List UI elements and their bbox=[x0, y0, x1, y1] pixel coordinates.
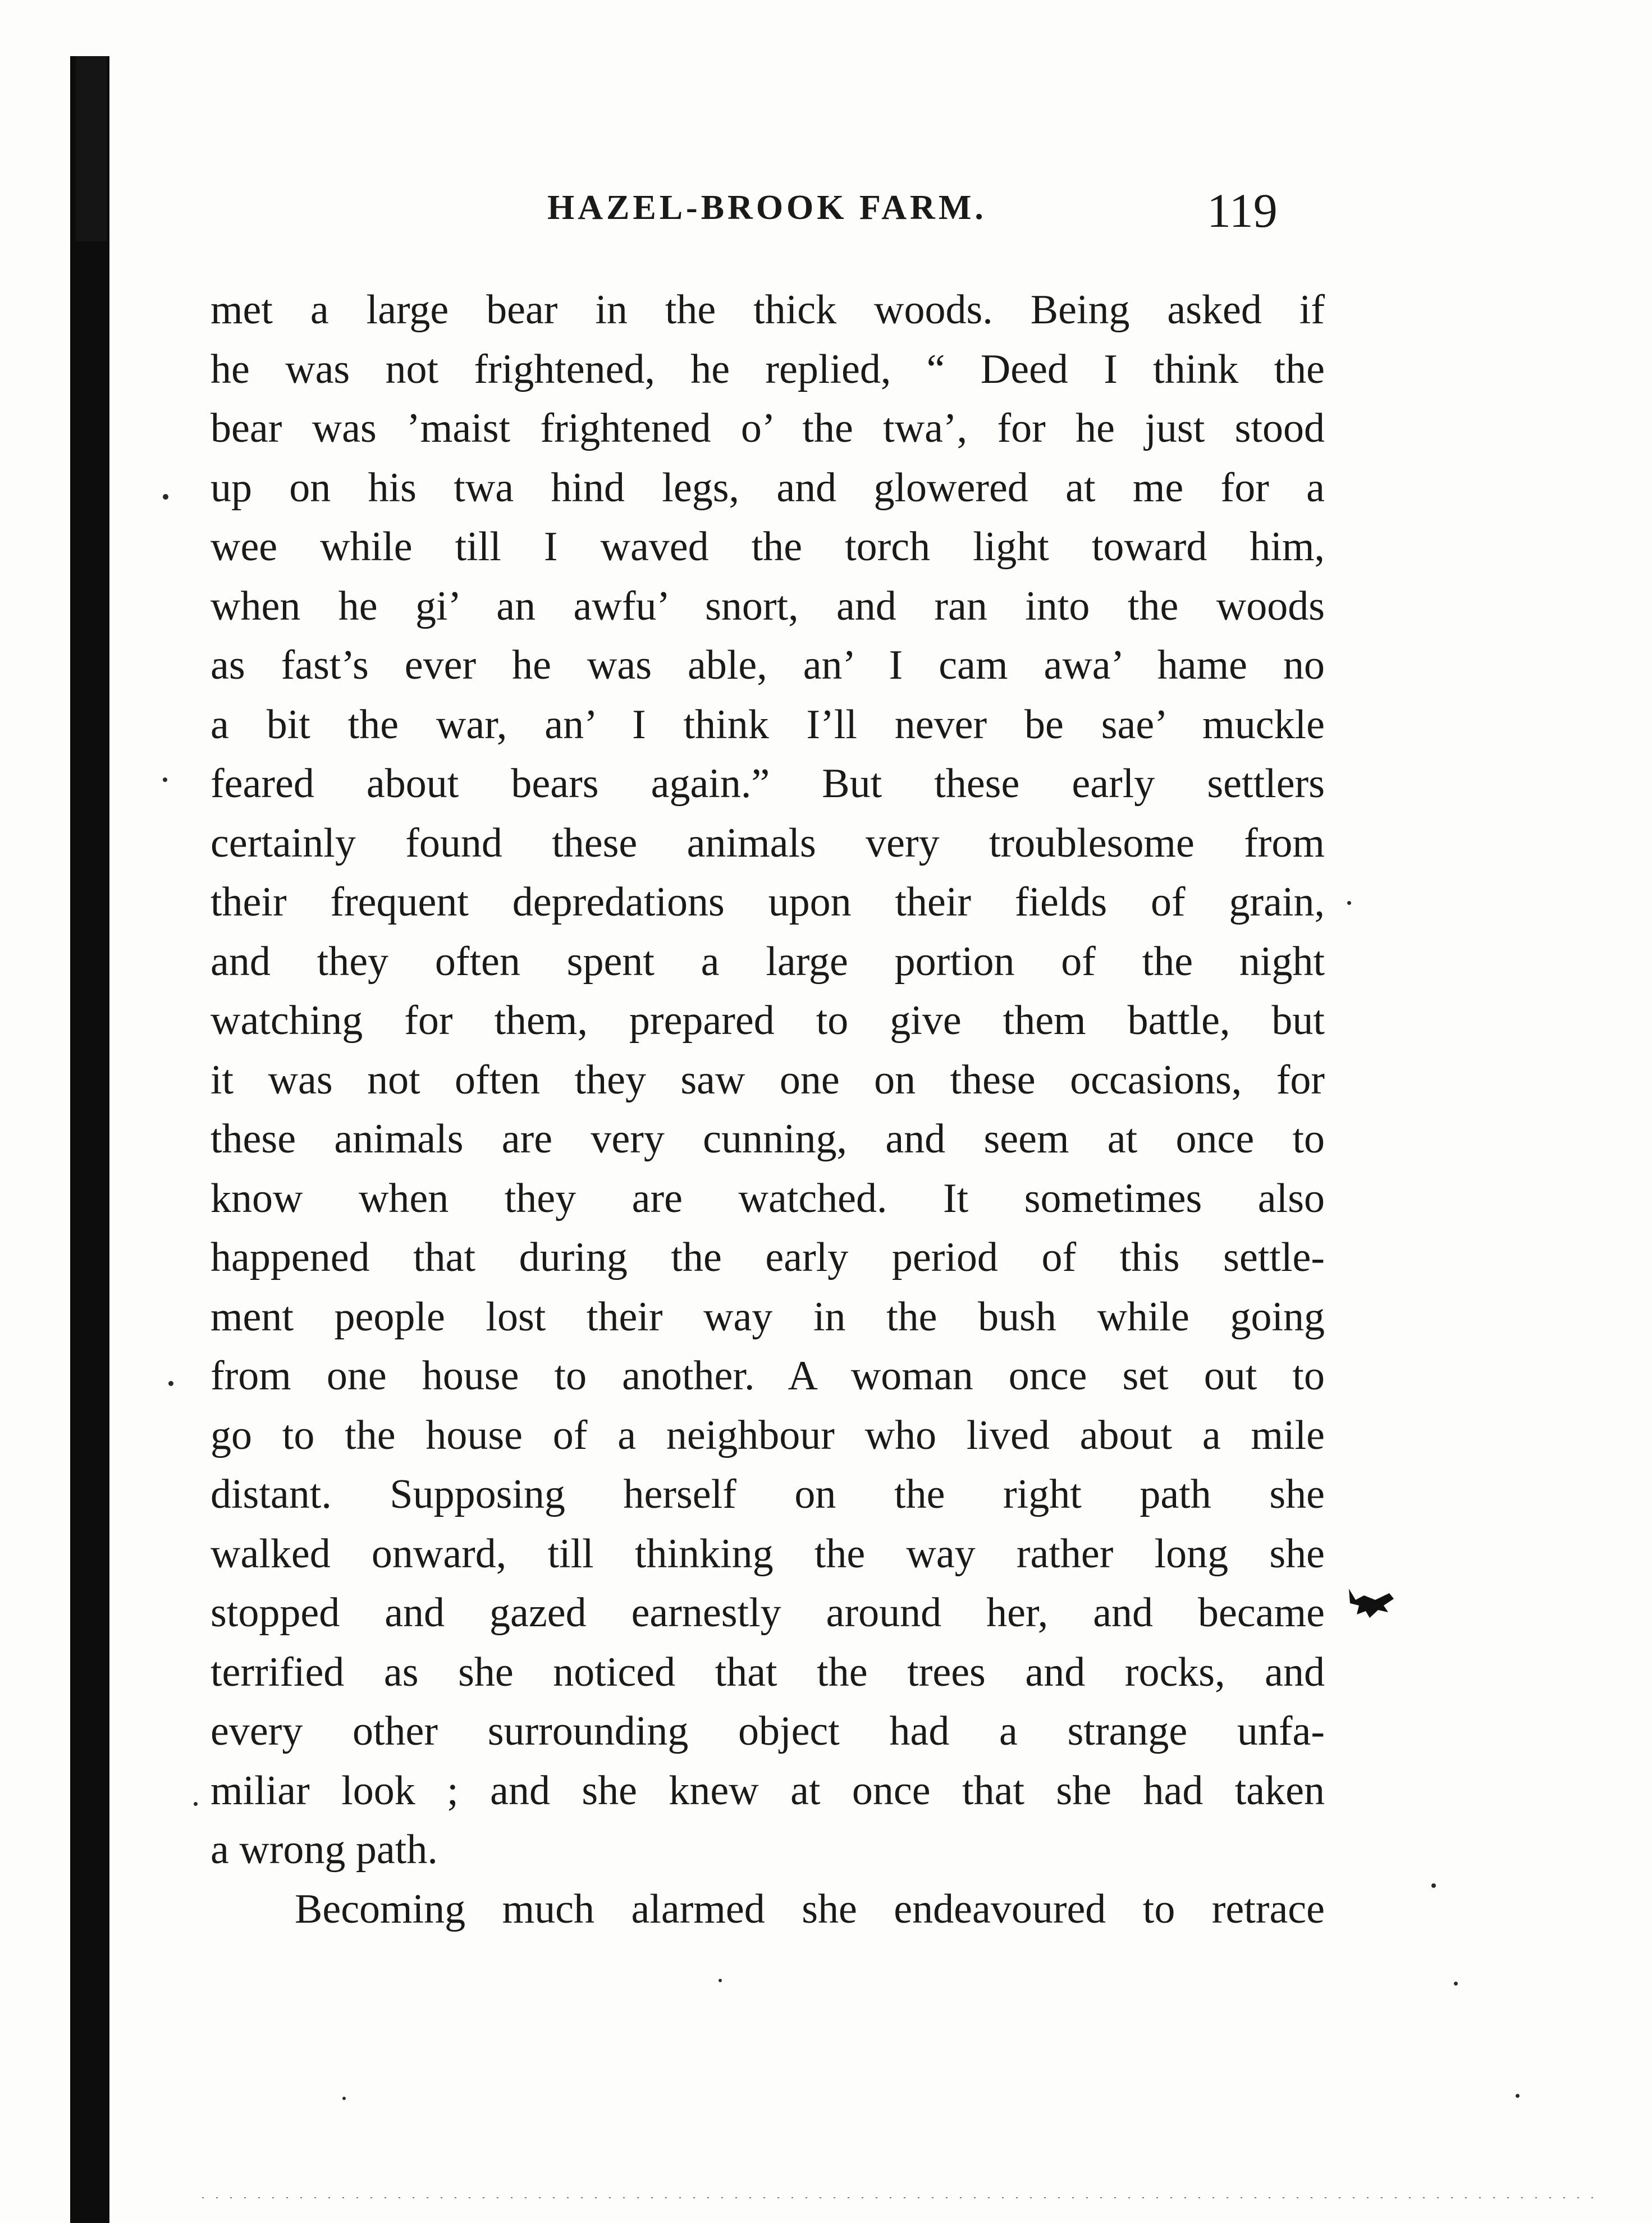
text-line: ment people lost their way in the bush while going bbox=[210, 1293, 1325, 1340]
text-line: bear was ’maist frightened o’ the twa’, for he just stood bbox=[210, 405, 1325, 451]
ink-blot-icon bbox=[1344, 1583, 1398, 1625]
text-line: happened that during the early period of this settle- bbox=[210, 1234, 1325, 1280]
text-line: stopped and gazed earnestly around her, and became bbox=[210, 1590, 1325, 1636]
text-line: a bit the war, an’ I think I’ll never be sae’ muckle bbox=[210, 701, 1325, 748]
paragraph-first-line: Becoming much alarmed she endeavoured to retrace bbox=[295, 1886, 1325, 1932]
text-line: a wrong path. bbox=[210, 1827, 438, 1873]
text-line: walked onward, till thinking the way rather long she bbox=[210, 1530, 1325, 1577]
binding-shadow bbox=[70, 56, 109, 2223]
text-line: it was not often they saw one on these occasions, for bbox=[210, 1056, 1325, 1103]
text-line: watching for them, prepared to give them battle, but bbox=[210, 998, 1325, 1044]
text-line: their frequent depredations upon their fields of grain, bbox=[210, 879, 1325, 925]
text-line: certainly found these animals very troublesome from bbox=[210, 820, 1325, 866]
text-line: feared about bears again.” But these early settlers bbox=[210, 761, 1325, 807]
text-line: wee while till I waved the torch light toward him, bbox=[210, 524, 1325, 570]
text-line: when he gi’ an awfu’ snort, and ran into the woods bbox=[210, 583, 1325, 629]
body-text bbox=[210, 281, 1325, 1939]
running-head bbox=[0, 182, 1652, 244]
text-line: miliar look ; and she knew at once that she had taken bbox=[210, 1767, 1325, 1814]
text-line: met a large bear in the thick woods. Being asked if bbox=[210, 287, 1325, 333]
text-line: and they often spent a large portion of the night bbox=[210, 938, 1325, 985]
text-line: he was not frightened, he replied, “ Deed I think the bbox=[210, 346, 1325, 392]
text-line: every other surrounding object had a strange unfa- bbox=[210, 1708, 1325, 1754]
text-line: up on his twa hind legs, and glowered at me for a bbox=[210, 464, 1325, 511]
text-line: from one house to another. A woman once set out to bbox=[210, 1353, 1325, 1399]
scan-noise bbox=[202, 2192, 1605, 2203]
page-number: 119 bbox=[1207, 184, 1278, 237]
text-line: go to the house of a neighbour who lived about a mile bbox=[210, 1412, 1325, 1458]
text-line: know when they are watched. It sometimes also bbox=[210, 1175, 1325, 1222]
running-title: HAZEL-BROOK FARM. bbox=[547, 189, 987, 227]
text-line: distant. Supposing herself on the right path she bbox=[210, 1471, 1325, 1517]
text-line: as fast’s ever he was able, an’ I cam awa’ hame no bbox=[210, 642, 1325, 688]
text-line: these animals are very cunning, and seem at once to bbox=[210, 1116, 1325, 1162]
text-line: terrified as she noticed that the trees and rocks, and bbox=[210, 1649, 1325, 1695]
